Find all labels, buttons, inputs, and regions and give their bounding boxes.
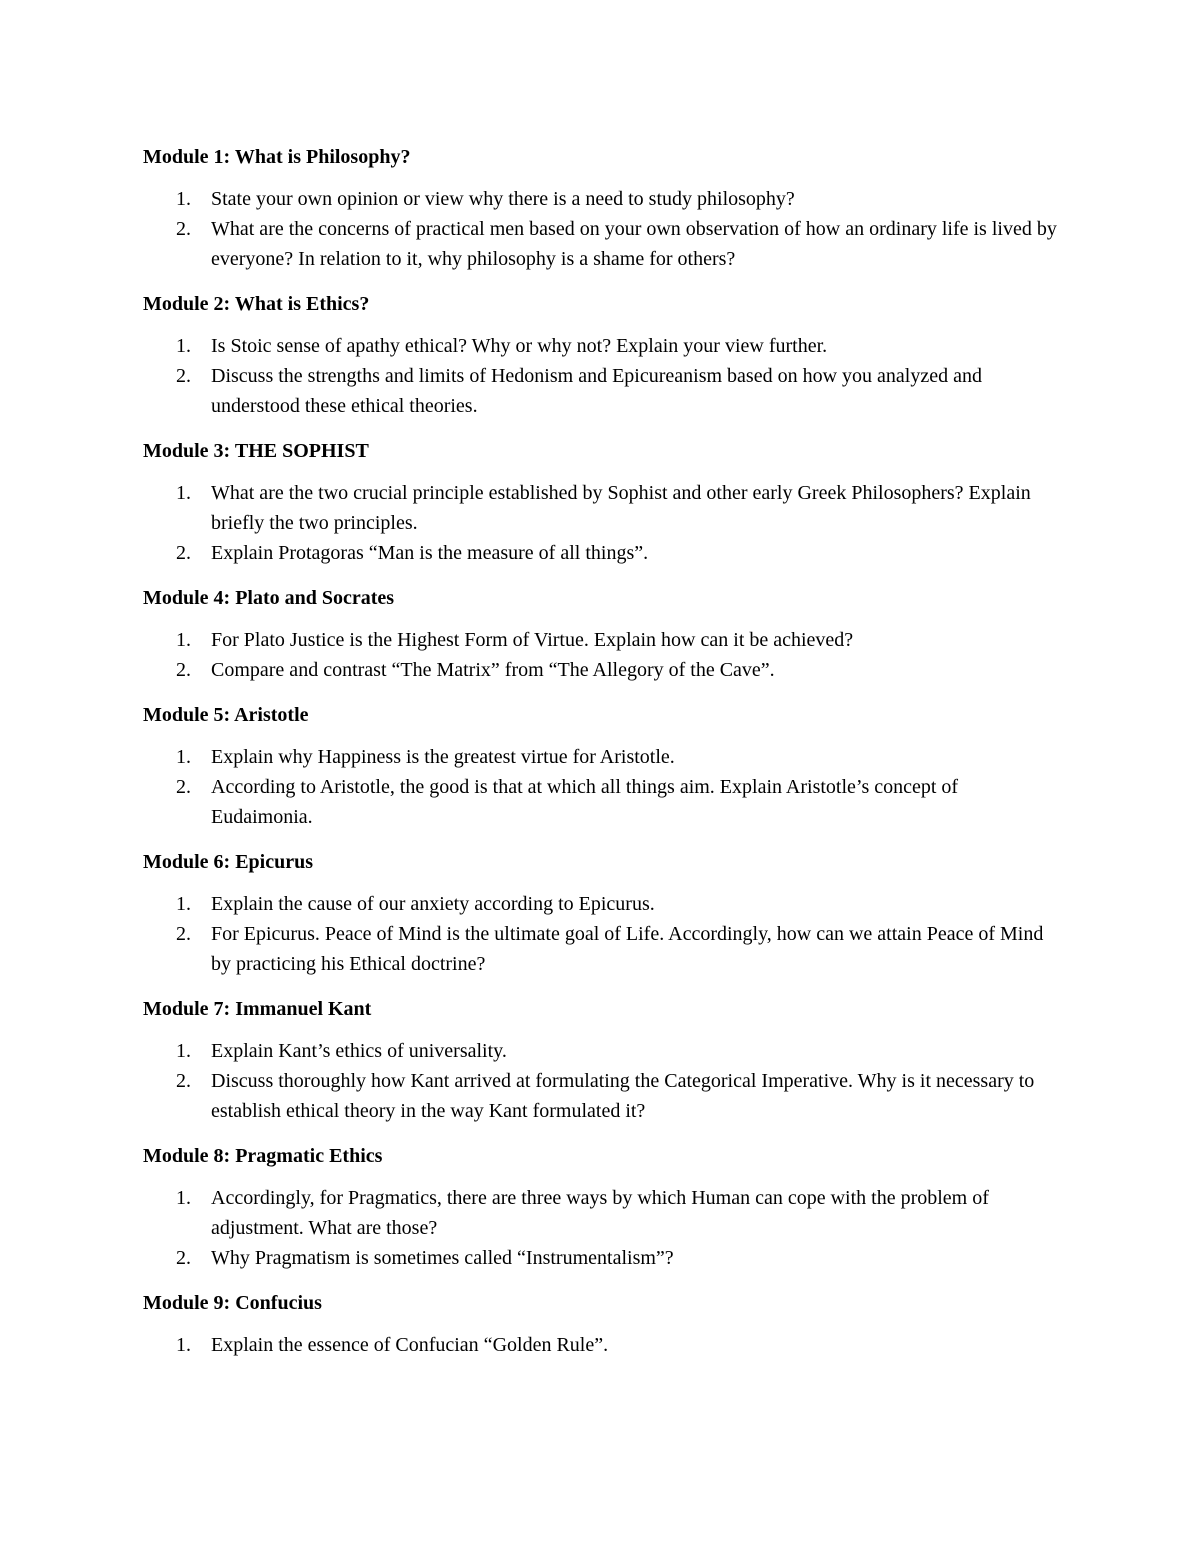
- question-number: 1.: [176, 746, 191, 768]
- question-text: Accordingly, for Pragmatics, there are three ways by which Human can cope with the problem of adjustment. What are those?: [211, 1187, 989, 1239]
- module-6-heading: Module 6: Epicurus: [143, 851, 314, 873]
- module-4-heading: Module 4: Plato and Socrates: [143, 587, 395, 609]
- module-7-heading: Module 7: Immanuel Kant: [143, 998, 372, 1020]
- question-number: 2.: [176, 1247, 191, 1269]
- question-number: 1.: [176, 629, 191, 651]
- question-item: [143, 361, 1063, 421]
- module-7-questions: [143, 1036, 1063, 1126]
- question-text: Explain why Happiness is the greatest virtue for Aristotle.: [211, 746, 675, 768]
- question-text: What are the two crucial principle established by Sophist and other early Greek Philosophers? Explain briefly the two principles.: [211, 482, 1031, 534]
- question-item: [143, 184, 1063, 214]
- question-text: Explain the essence of Confucian “Golden Rule”.: [211, 1334, 609, 1356]
- question-text: Why Pragmatism is sometimes called “Instrumentalism”?: [211, 1247, 674, 1269]
- question-item: [143, 919, 1063, 979]
- module-6-questions: [143, 889, 1063, 979]
- question-text: Compare and contrast “The Matrix” from “The Allegory of the Cave”.: [211, 659, 775, 681]
- module-9-section: [143, 1288, 1063, 1360]
- question-number: 2.: [176, 776, 191, 798]
- question-item: [143, 1243, 1063, 1273]
- module-4-questions: [143, 625, 1063, 685]
- module-3-questions: [143, 478, 1063, 568]
- document-content: [143, 142, 1063, 1375]
- question-text: What are the concerns of practical men based on your own observation of how an ordinary life is lived by everyone? In relation to it, why philosophy is a shame for others?: [211, 218, 1057, 270]
- module-1-section: [143, 142, 1063, 274]
- question-number: 1.: [176, 1187, 191, 1209]
- question-number: 2.: [176, 1070, 191, 1092]
- question-item: [143, 742, 1063, 772]
- module-2-questions: [143, 331, 1063, 421]
- question-number: 2.: [176, 542, 191, 564]
- module-3-heading: Module 3: THE SOPHIST: [143, 440, 369, 462]
- question-item: [143, 1066, 1063, 1126]
- module-6-section: [143, 847, 1063, 979]
- question-text: Discuss thoroughly how Kant arrived at formulating the Categorical Imperative. Why is it necessary to establish ethical theory in the way Kant formulated it?: [211, 1070, 1035, 1122]
- module-8-questions: [143, 1183, 1063, 1273]
- question-number: 2.: [176, 365, 191, 387]
- question-number: 1.: [176, 482, 191, 504]
- question-item: [143, 1036, 1063, 1066]
- module-1-questions: [143, 184, 1063, 274]
- question-number: 1.: [176, 335, 191, 357]
- question-number: 1.: [176, 188, 191, 210]
- question-text: For Plato Justice is the Highest Form of Virtue. Explain how can it be achieved?: [211, 629, 854, 651]
- module-5-questions: [143, 742, 1063, 832]
- module-2-section: [143, 289, 1063, 421]
- module-5-heading: Module 5: Aristotle: [143, 704, 309, 726]
- question-item: [143, 889, 1063, 919]
- question-text: Is Stoic sense of apathy ethical? Why or why not? Explain your view further.: [211, 335, 828, 357]
- module-8-section: [143, 1141, 1063, 1273]
- question-text: Explain Kant’s ethics of universality.: [211, 1040, 507, 1062]
- question-item: [143, 655, 1063, 685]
- question-item: [143, 478, 1063, 538]
- module-2-heading: Module 2: What is Ethics?: [143, 293, 370, 315]
- question-item: [143, 1330, 1063, 1360]
- question-text: Explain the cause of our anxiety according to Epicurus.: [211, 893, 655, 915]
- question-number: 1.: [176, 1040, 191, 1062]
- question-number: 2.: [176, 923, 191, 945]
- question-item: [143, 625, 1063, 655]
- question-item: [143, 538, 1063, 568]
- module-9-questions: [143, 1330, 1063, 1360]
- question-text: Explain Protagoras “Man is the measure of all things”.: [211, 542, 649, 564]
- question-text: State your own opinion or view why there is a need to study philosophy?: [211, 188, 795, 210]
- question-item: [143, 214, 1063, 274]
- module-5-section: [143, 700, 1063, 832]
- module-3-section: [143, 436, 1063, 568]
- module-1-heading: Module 1: What is Philosophy?: [143, 146, 411, 168]
- module-4-section: [143, 583, 1063, 685]
- question-number: 1.: [176, 893, 191, 915]
- module-7-section: [143, 994, 1063, 1126]
- question-item: [143, 772, 1063, 832]
- module-8-heading: Module 8: Pragmatic Ethics: [143, 1145, 383, 1167]
- question-number: 2.: [176, 659, 191, 681]
- question-text: For Epicurus. Peace of Mind is the ultimate goal of Life. Accordingly, how can we attain Peace of Mind by practicing his Ethical doctrine?: [211, 923, 1044, 975]
- question-number: 2.: [176, 218, 191, 240]
- question-item: [143, 1183, 1063, 1243]
- question-item: [143, 331, 1063, 361]
- module-9-heading: Module 9: Confucius: [143, 1292, 322, 1314]
- question-number: 1.: [176, 1334, 191, 1356]
- question-text: Discuss the strengths and limits of Hedonism and Epicureanism based on how you analyzed and understood these ethical theories.: [211, 365, 982, 417]
- question-text: According to Aristotle, the good is that at which all things aim. Explain Aristotle’s concept of Eudaimonia.: [211, 776, 959, 828]
